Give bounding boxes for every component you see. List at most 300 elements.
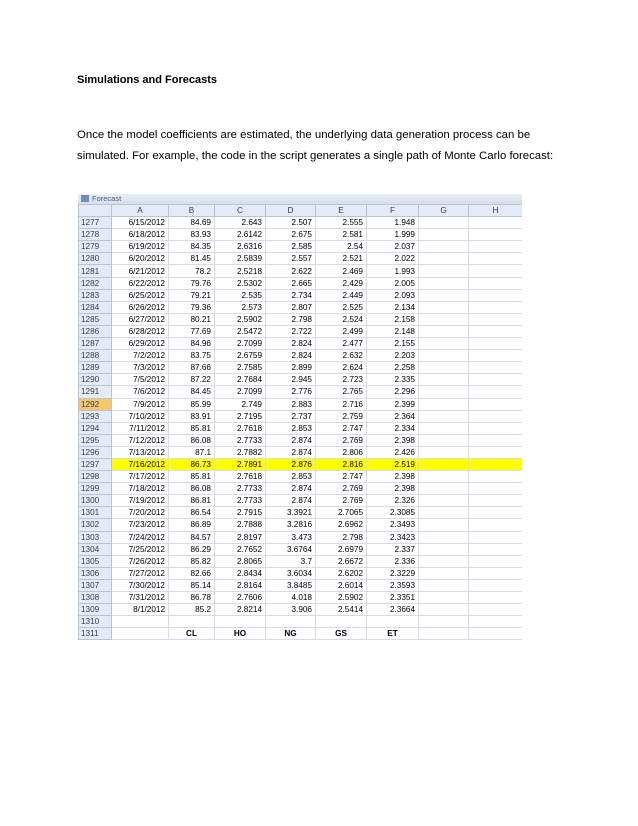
empty-cell[interactable] <box>469 531 523 543</box>
value-cell[interactable]: 2.7891 <box>215 458 266 470</box>
value-cell[interactable]: 85.81 <box>169 471 215 483</box>
value-cell[interactable]: 2.5472 <box>215 325 266 337</box>
value-cell[interactable]: 2.477 <box>316 338 367 350</box>
date-cell[interactable]: 7/12/2012 <box>112 434 169 446</box>
empty-cell[interactable] <box>469 628 523 640</box>
value-cell[interactable]: 2.334 <box>367 422 419 434</box>
date-cell[interactable]: 8/1/2012 <box>112 604 169 616</box>
empty-cell[interactable] <box>419 325 469 337</box>
value-cell[interactable]: 83.91 <box>169 410 215 422</box>
date-cell[interactable]: 6/22/2012 <box>112 277 169 289</box>
empty-cell[interactable] <box>419 592 469 604</box>
value-cell[interactable]: 86.81 <box>169 495 215 507</box>
value-cell[interactable]: 2.624 <box>316 362 367 374</box>
value-cell[interactable]: 2.535 <box>215 289 266 301</box>
value-cell[interactable]: 2.7733 <box>215 483 266 495</box>
value-cell[interactable]: 2.7099 <box>215 386 266 398</box>
value-cell[interactable]: 2.7585 <box>215 362 266 374</box>
date-cell[interactable]: 6/18/2012 <box>112 229 169 241</box>
value-cell[interactable]: 2.524 <box>316 313 367 325</box>
value-cell[interactable]: 2.747 <box>316 471 367 483</box>
value-cell[interactable]: 2.364 <box>367 410 419 422</box>
value-cell[interactable]: 83.93 <box>169 229 215 241</box>
empty-cell[interactable] <box>469 265 523 277</box>
empty-cell[interactable] <box>419 543 469 555</box>
value-cell[interactable]: 2.798 <box>316 531 367 543</box>
empty-cell[interactable] <box>419 519 469 531</box>
value-cell[interactable]: 2.776 <box>266 386 316 398</box>
value-cell[interactable]: 2.398 <box>367 483 419 495</box>
value-cell[interactable]: 87.22 <box>169 374 215 386</box>
empty-cell[interactable] <box>469 217 523 229</box>
row-header[interactable]: 1296 <box>79 446 112 458</box>
value-cell[interactable]: 81.45 <box>169 253 215 265</box>
value-cell[interactable]: 2.6759 <box>215 350 266 362</box>
value-cell[interactable]: 2.3664 <box>367 604 419 616</box>
value-cell[interactable]: 2.5302 <box>215 277 266 289</box>
row-header[interactable]: 1304 <box>79 543 112 555</box>
date-cell[interactable]: 7/23/2012 <box>112 519 169 531</box>
date-cell[interactable]: 7/26/2012 <box>112 555 169 567</box>
value-cell[interactable]: 2.519 <box>367 458 419 470</box>
value-cell[interactable]: 2.876 <box>266 458 316 470</box>
empty-cell[interactable] <box>419 495 469 507</box>
value-cell[interactable]: 79.76 <box>169 277 215 289</box>
empty-cell[interactable] <box>469 241 523 253</box>
value-cell[interactable]: 2.134 <box>367 301 419 313</box>
value-cell[interactable]: 2.336 <box>367 555 419 567</box>
date-cell[interactable] <box>112 616 169 628</box>
value-cell[interactable]: 85.14 <box>169 579 215 591</box>
row-header[interactable]: 1306 <box>79 567 112 579</box>
empty-cell[interactable] <box>469 289 523 301</box>
date-cell[interactable]: 7/30/2012 <box>112 579 169 591</box>
value-cell[interactable]: 2.7684 <box>215 374 266 386</box>
value-cell[interactable]: 2.555 <box>316 217 367 229</box>
date-cell[interactable]: 7/20/2012 <box>112 507 169 519</box>
value-cell[interactable]: 2.824 <box>266 338 316 350</box>
value-cell[interactable]: 2.258 <box>367 362 419 374</box>
value-cell[interactable]: 2.6202 <box>316 567 367 579</box>
value-cell[interactable]: 2.7882 <box>215 446 266 458</box>
value-cell[interactable]: 2.759 <box>316 410 367 422</box>
date-cell[interactable]: 7/2/2012 <box>112 350 169 362</box>
value-cell[interactable]: 3.3921 <box>266 507 316 519</box>
value-cell[interactable]: 3.6764 <box>266 543 316 555</box>
value-cell[interactable]: 2.5839 <box>215 253 266 265</box>
value-cell[interactable]: 2.7733 <box>215 495 266 507</box>
value-cell[interactable]: 2.54 <box>316 241 367 253</box>
value-cell[interactable]: 2.398 <box>367 471 419 483</box>
row-header[interactable]: 1277 <box>79 217 112 229</box>
value-cell[interactable]: 2.093 <box>367 289 419 301</box>
row-header[interactable]: 1307 <box>79 579 112 591</box>
value-cell[interactable]: 2.335 <box>367 374 419 386</box>
date-cell[interactable]: 7/18/2012 <box>112 483 169 495</box>
value-cell[interactable]: 2.3351 <box>367 592 419 604</box>
value-cell[interactable]: 2.853 <box>266 422 316 434</box>
date-cell[interactable]: 7/13/2012 <box>112 446 169 458</box>
value-cell[interactable]: 2.883 <box>266 398 316 410</box>
value-cell[interactable]: 87.1 <box>169 446 215 458</box>
empty-cell[interactable] <box>419 386 469 398</box>
value-cell[interactable]: 2.3229 <box>367 567 419 579</box>
date-cell[interactable]: 6/27/2012 <box>112 313 169 325</box>
empty-cell[interactable] <box>419 374 469 386</box>
value-cell[interactable] <box>169 616 215 628</box>
empty-cell[interactable] <box>419 531 469 543</box>
empty-cell[interactable] <box>419 265 469 277</box>
date-cell[interactable]: 6/25/2012 <box>112 289 169 301</box>
row-header[interactable]: 1308 <box>79 592 112 604</box>
empty-cell[interactable] <box>469 555 523 567</box>
value-cell[interactable]: 2.632 <box>316 350 367 362</box>
row-header[interactable]: 1289 <box>79 362 112 374</box>
empty-cell[interactable] <box>469 301 523 313</box>
row-header[interactable]: 1310 <box>79 616 112 628</box>
value-cell[interactable]: 2.581 <box>316 229 367 241</box>
value-cell[interactable]: 2.945 <box>266 374 316 386</box>
value-cell[interactable]: 2.622 <box>266 265 316 277</box>
date-cell[interactable]: 7/10/2012 <box>112 410 169 422</box>
empty-cell[interactable] <box>419 507 469 519</box>
value-cell[interactable]: 2.158 <box>367 313 419 325</box>
empty-cell[interactable] <box>419 434 469 446</box>
series-label-cell[interactable]: NG <box>266 628 316 640</box>
value-cell[interactable]: 2.769 <box>316 483 367 495</box>
empty-cell[interactable] <box>419 338 469 350</box>
value-cell[interactable]: 2.874 <box>266 434 316 446</box>
empty-cell[interactable] <box>469 446 523 458</box>
row-header[interactable]: 1279 <box>79 241 112 253</box>
empty-cell[interactable] <box>469 229 523 241</box>
value-cell[interactable]: 2.853 <box>266 471 316 483</box>
value-cell[interactable]: 2.399 <box>367 398 419 410</box>
row-header[interactable]: 1282 <box>79 277 112 289</box>
value-cell[interactable]: 2.7618 <box>215 471 266 483</box>
value-cell[interactable]: 2.203 <box>367 350 419 362</box>
series-label-cell[interactable]: GS <box>316 628 367 640</box>
value-cell[interactable]: 2.426 <box>367 446 419 458</box>
empty-cell[interactable] <box>419 241 469 253</box>
value-cell[interactable]: 1.999 <box>367 229 419 241</box>
empty-cell[interactable] <box>469 592 523 604</box>
value-cell[interactable] <box>367 616 419 628</box>
value-cell[interactable]: 2.7195 <box>215 410 266 422</box>
date-cell[interactable]: 7/24/2012 <box>112 531 169 543</box>
empty-cell[interactable] <box>469 253 523 265</box>
empty-cell[interactable] <box>469 483 523 495</box>
value-cell[interactable]: 2.3593 <box>367 579 419 591</box>
empty-cell[interactable] <box>469 422 523 434</box>
row-header[interactable]: 1285 <box>79 313 112 325</box>
empty-cell[interactable] <box>469 350 523 362</box>
value-cell[interactable]: 85.99 <box>169 398 215 410</box>
row-header[interactable]: 1278 <box>79 229 112 241</box>
value-cell[interactable]: 2.643 <box>215 217 266 229</box>
value-cell[interactable]: 84.69 <box>169 217 215 229</box>
date-cell[interactable]: 7/6/2012 <box>112 386 169 398</box>
empty-cell[interactable] <box>469 495 523 507</box>
value-cell[interactable]: 84.57 <box>169 531 215 543</box>
empty-cell[interactable] <box>469 338 523 350</box>
value-cell[interactable]: 2.747 <box>316 422 367 434</box>
row-header[interactable]: 1295 <box>79 434 112 446</box>
empty-cell[interactable] <box>469 471 523 483</box>
value-cell[interactable]: 2.874 <box>266 446 316 458</box>
value-cell[interactable]: 86.08 <box>169 483 215 495</box>
value-cell[interactable]: 2.337 <box>367 543 419 555</box>
value-cell[interactable]: 2.3085 <box>367 507 419 519</box>
value-cell[interactable]: 2.022 <box>367 253 419 265</box>
series-label-cell[interactable]: ET <box>367 628 419 640</box>
value-cell[interactable]: 2.7733 <box>215 434 266 446</box>
row-header[interactable]: 1311 <box>79 628 112 640</box>
empty-cell[interactable] <box>419 253 469 265</box>
value-cell[interactable]: 2.816 <box>316 458 367 470</box>
empty-cell[interactable] <box>419 410 469 422</box>
empty-cell[interactable] <box>469 458 523 470</box>
value-cell[interactable]: 2.5218 <box>215 265 266 277</box>
value-cell[interactable]: 2.6142 <box>215 229 266 241</box>
value-cell[interactable]: 86.54 <box>169 507 215 519</box>
empty-cell[interactable] <box>419 289 469 301</box>
empty-cell[interactable] <box>469 604 523 616</box>
column-header[interactable]: F <box>367 205 419 217</box>
value-cell[interactable]: 2.3493 <box>367 519 419 531</box>
empty-cell[interactable] <box>469 567 523 579</box>
value-cell[interactable]: 2.874 <box>266 483 316 495</box>
column-header[interactable]: E <box>316 205 367 217</box>
value-cell[interactable]: 2.6672 <box>316 555 367 567</box>
value-cell[interactable]: 86.29 <box>169 543 215 555</box>
empty-cell[interactable] <box>419 483 469 495</box>
value-cell[interactable]: 3.906 <box>266 604 316 616</box>
value-cell[interactable]: 2.769 <box>316 434 367 446</box>
row-header[interactable]: 1300 <box>79 495 112 507</box>
date-cell[interactable]: 6/21/2012 <box>112 265 169 277</box>
value-cell[interactable]: 2.7606 <box>215 592 266 604</box>
value-cell[interactable]: 86.89 <box>169 519 215 531</box>
date-cell[interactable]: 7/19/2012 <box>112 495 169 507</box>
empty-cell[interactable] <box>419 301 469 313</box>
empty-cell[interactable] <box>419 579 469 591</box>
value-cell[interactable]: 2.525 <box>316 301 367 313</box>
empty-cell[interactable] <box>419 350 469 362</box>
value-cell[interactable]: 2.7888 <box>215 519 266 531</box>
row-header[interactable]: 1283 <box>79 289 112 301</box>
date-cell[interactable]: 6/26/2012 <box>112 301 169 313</box>
value-cell[interactable]: 3.6034 <box>266 567 316 579</box>
value-cell[interactable]: 2.765 <box>316 386 367 398</box>
date-cell[interactable]: 6/15/2012 <box>112 217 169 229</box>
value-cell[interactable]: 2.769 <box>316 495 367 507</box>
value-cell[interactable]: 2.723 <box>316 374 367 386</box>
row-header[interactable]: 1309 <box>79 604 112 616</box>
value-cell[interactable]: 2.899 <box>266 362 316 374</box>
date-cell[interactable]: 7/25/2012 <box>112 543 169 555</box>
value-cell[interactable]: 2.573 <box>215 301 266 313</box>
value-cell[interactable]: 2.326 <box>367 495 419 507</box>
empty-cell[interactable] <box>469 543 523 555</box>
value-cell[interactable]: 2.8434 <box>215 567 266 579</box>
value-cell[interactable]: 2.806 <box>316 446 367 458</box>
value-cell[interactable]: 2.6962 <box>316 519 367 531</box>
empty-cell[interactable] <box>419 217 469 229</box>
column-header[interactable]: D <box>266 205 316 217</box>
empty-cell[interactable] <box>469 313 523 325</box>
value-cell[interactable]: 2.6014 <box>316 579 367 591</box>
row-header[interactable]: 1292 <box>79 398 112 410</box>
row-header[interactable]: 1293 <box>79 410 112 422</box>
row-header[interactable]: 1287 <box>79 338 112 350</box>
value-cell[interactable]: 77.69 <box>169 325 215 337</box>
value-cell[interactable]: 86.08 <box>169 434 215 446</box>
value-cell[interactable]: 2.585 <box>266 241 316 253</box>
value-cell[interactable]: 2.7618 <box>215 422 266 434</box>
empty-cell[interactable] <box>419 458 469 470</box>
value-cell[interactable]: 2.6316 <box>215 241 266 253</box>
value-cell[interactable]: 80.21 <box>169 313 215 325</box>
row-header[interactable]: 1301 <box>79 507 112 519</box>
value-cell[interactable]: 2.6979 <box>316 543 367 555</box>
row-header[interactable]: 1280 <box>79 253 112 265</box>
date-cell[interactable]: 7/5/2012 <box>112 374 169 386</box>
empty-cell[interactable] <box>469 579 523 591</box>
value-cell[interactable]: 2.557 <box>266 253 316 265</box>
value-cell[interactable]: 2.734 <box>266 289 316 301</box>
value-cell[interactable]: 2.7915 <box>215 507 266 519</box>
row-header[interactable]: 1294 <box>79 422 112 434</box>
value-cell[interactable]: 2.5414 <box>316 604 367 616</box>
value-cell[interactable]: 85.81 <box>169 422 215 434</box>
row-header[interactable]: 1291 <box>79 386 112 398</box>
value-cell[interactable]: 3.2816 <box>266 519 316 531</box>
empty-cell[interactable] <box>469 410 523 422</box>
row-header[interactable]: 1298 <box>79 471 112 483</box>
column-header[interactable]: C <box>215 205 266 217</box>
empty-cell[interactable] <box>469 616 523 628</box>
value-cell[interactable]: 2.807 <box>266 301 316 313</box>
value-cell[interactable] <box>316 616 367 628</box>
empty-cell[interactable] <box>469 277 523 289</box>
value-cell[interactable]: 3.8485 <box>266 579 316 591</box>
value-cell[interactable]: 2.824 <box>266 350 316 362</box>
empty-cell[interactable] <box>419 555 469 567</box>
value-cell[interactable]: 87.66 <box>169 362 215 374</box>
row-header[interactable]: 1284 <box>79 301 112 313</box>
value-cell[interactable]: 85.2 <box>169 604 215 616</box>
value-cell[interactable]: 2.037 <box>367 241 419 253</box>
value-cell[interactable]: 2.7652 <box>215 543 266 555</box>
column-header[interactable]: H <box>469 205 523 217</box>
value-cell[interactable]: 1.948 <box>367 217 419 229</box>
value-cell[interactable]: 2.716 <box>316 398 367 410</box>
value-cell[interactable]: 3.7 <box>266 555 316 567</box>
date-cell[interactable]: 7/27/2012 <box>112 567 169 579</box>
row-header[interactable]: 1288 <box>79 350 112 362</box>
value-cell[interactable]: 4.018 <box>266 592 316 604</box>
empty-cell[interactable] <box>419 628 469 640</box>
row-header[interactable]: 1303 <box>79 531 112 543</box>
value-cell[interactable]: 84.45 <box>169 386 215 398</box>
value-cell[interactable]: 84.35 <box>169 241 215 253</box>
select-all-corner[interactable] <box>79 205 112 217</box>
value-cell[interactable] <box>266 616 316 628</box>
row-header[interactable]: 1305 <box>79 555 112 567</box>
value-cell[interactable]: 2.429 <box>316 277 367 289</box>
value-cell[interactable]: 3.473 <box>266 531 316 543</box>
value-cell[interactable]: 86.73 <box>169 458 215 470</box>
value-cell[interactable]: 2.798 <box>266 313 316 325</box>
empty-cell[interactable] <box>419 313 469 325</box>
value-cell[interactable]: 78.2 <box>169 265 215 277</box>
date-cell[interactable]: 6/28/2012 <box>112 325 169 337</box>
value-cell[interactable]: 2.874 <box>266 495 316 507</box>
empty-cell[interactable] <box>419 446 469 458</box>
date-cell[interactable]: 6/29/2012 <box>112 338 169 350</box>
date-cell[interactable]: 7/11/2012 <box>112 422 169 434</box>
column-header[interactable]: G <box>419 205 469 217</box>
value-cell[interactable] <box>215 616 266 628</box>
value-cell[interactable]: 2.8164 <box>215 579 266 591</box>
value-cell[interactable]: 84.96 <box>169 338 215 350</box>
value-cell[interactable]: 2.8214 <box>215 604 266 616</box>
empty-cell[interactable] <box>469 374 523 386</box>
empty-cell[interactable] <box>419 567 469 579</box>
value-cell[interactable]: 2.449 <box>316 289 367 301</box>
value-cell[interactable]: 83.75 <box>169 350 215 362</box>
value-cell[interactable]: 79.36 <box>169 301 215 313</box>
row-header[interactable]: 1299 <box>79 483 112 495</box>
row-header[interactable]: 1281 <box>79 265 112 277</box>
empty-cell[interactable] <box>469 519 523 531</box>
empty-cell[interactable] <box>419 229 469 241</box>
value-cell[interactable]: 2.296 <box>367 386 419 398</box>
row-header[interactable]: 1297 <box>79 458 112 470</box>
value-cell[interactable]: 2.675 <box>266 229 316 241</box>
value-cell[interactable]: 2.148 <box>367 325 419 337</box>
empty-cell[interactable] <box>419 398 469 410</box>
value-cell[interactable]: 2.722 <box>266 325 316 337</box>
value-cell[interactable]: 2.665 <box>266 277 316 289</box>
date-cell[interactable]: 7/3/2012 <box>112 362 169 374</box>
value-cell[interactable]: 2.5902 <box>215 313 266 325</box>
empty-cell[interactable] <box>419 604 469 616</box>
date-cell[interactable]: 7/16/2012 <box>112 458 169 470</box>
column-header[interactable]: B <box>169 205 215 217</box>
value-cell[interactable]: 85.82 <box>169 555 215 567</box>
date-cell[interactable]: 7/9/2012 <box>112 398 169 410</box>
value-cell[interactable]: 2.7099 <box>215 338 266 350</box>
empty-cell[interactable] <box>469 507 523 519</box>
value-cell[interactable]: 2.398 <box>367 434 419 446</box>
empty-cell[interactable] <box>469 362 523 374</box>
value-cell[interactable]: 82.66 <box>169 567 215 579</box>
value-cell[interactable]: 2.469 <box>316 265 367 277</box>
series-label-cell[interactable]: HO <box>215 628 266 640</box>
row-header[interactable]: 1302 <box>79 519 112 531</box>
value-cell[interactable]: 2.155 <box>367 338 419 350</box>
value-cell[interactable]: 2.521 <box>316 253 367 265</box>
value-cell[interactable]: 2.8065 <box>215 555 266 567</box>
value-cell[interactable]: 2.8197 <box>215 531 266 543</box>
row-header[interactable]: 1290 <box>79 374 112 386</box>
value-cell[interactable]: 2.499 <box>316 325 367 337</box>
value-cell[interactable]: 2.5902 <box>316 592 367 604</box>
date-cell[interactable]: 7/31/2012 <box>112 592 169 604</box>
value-cell[interactable]: 1.993 <box>367 265 419 277</box>
